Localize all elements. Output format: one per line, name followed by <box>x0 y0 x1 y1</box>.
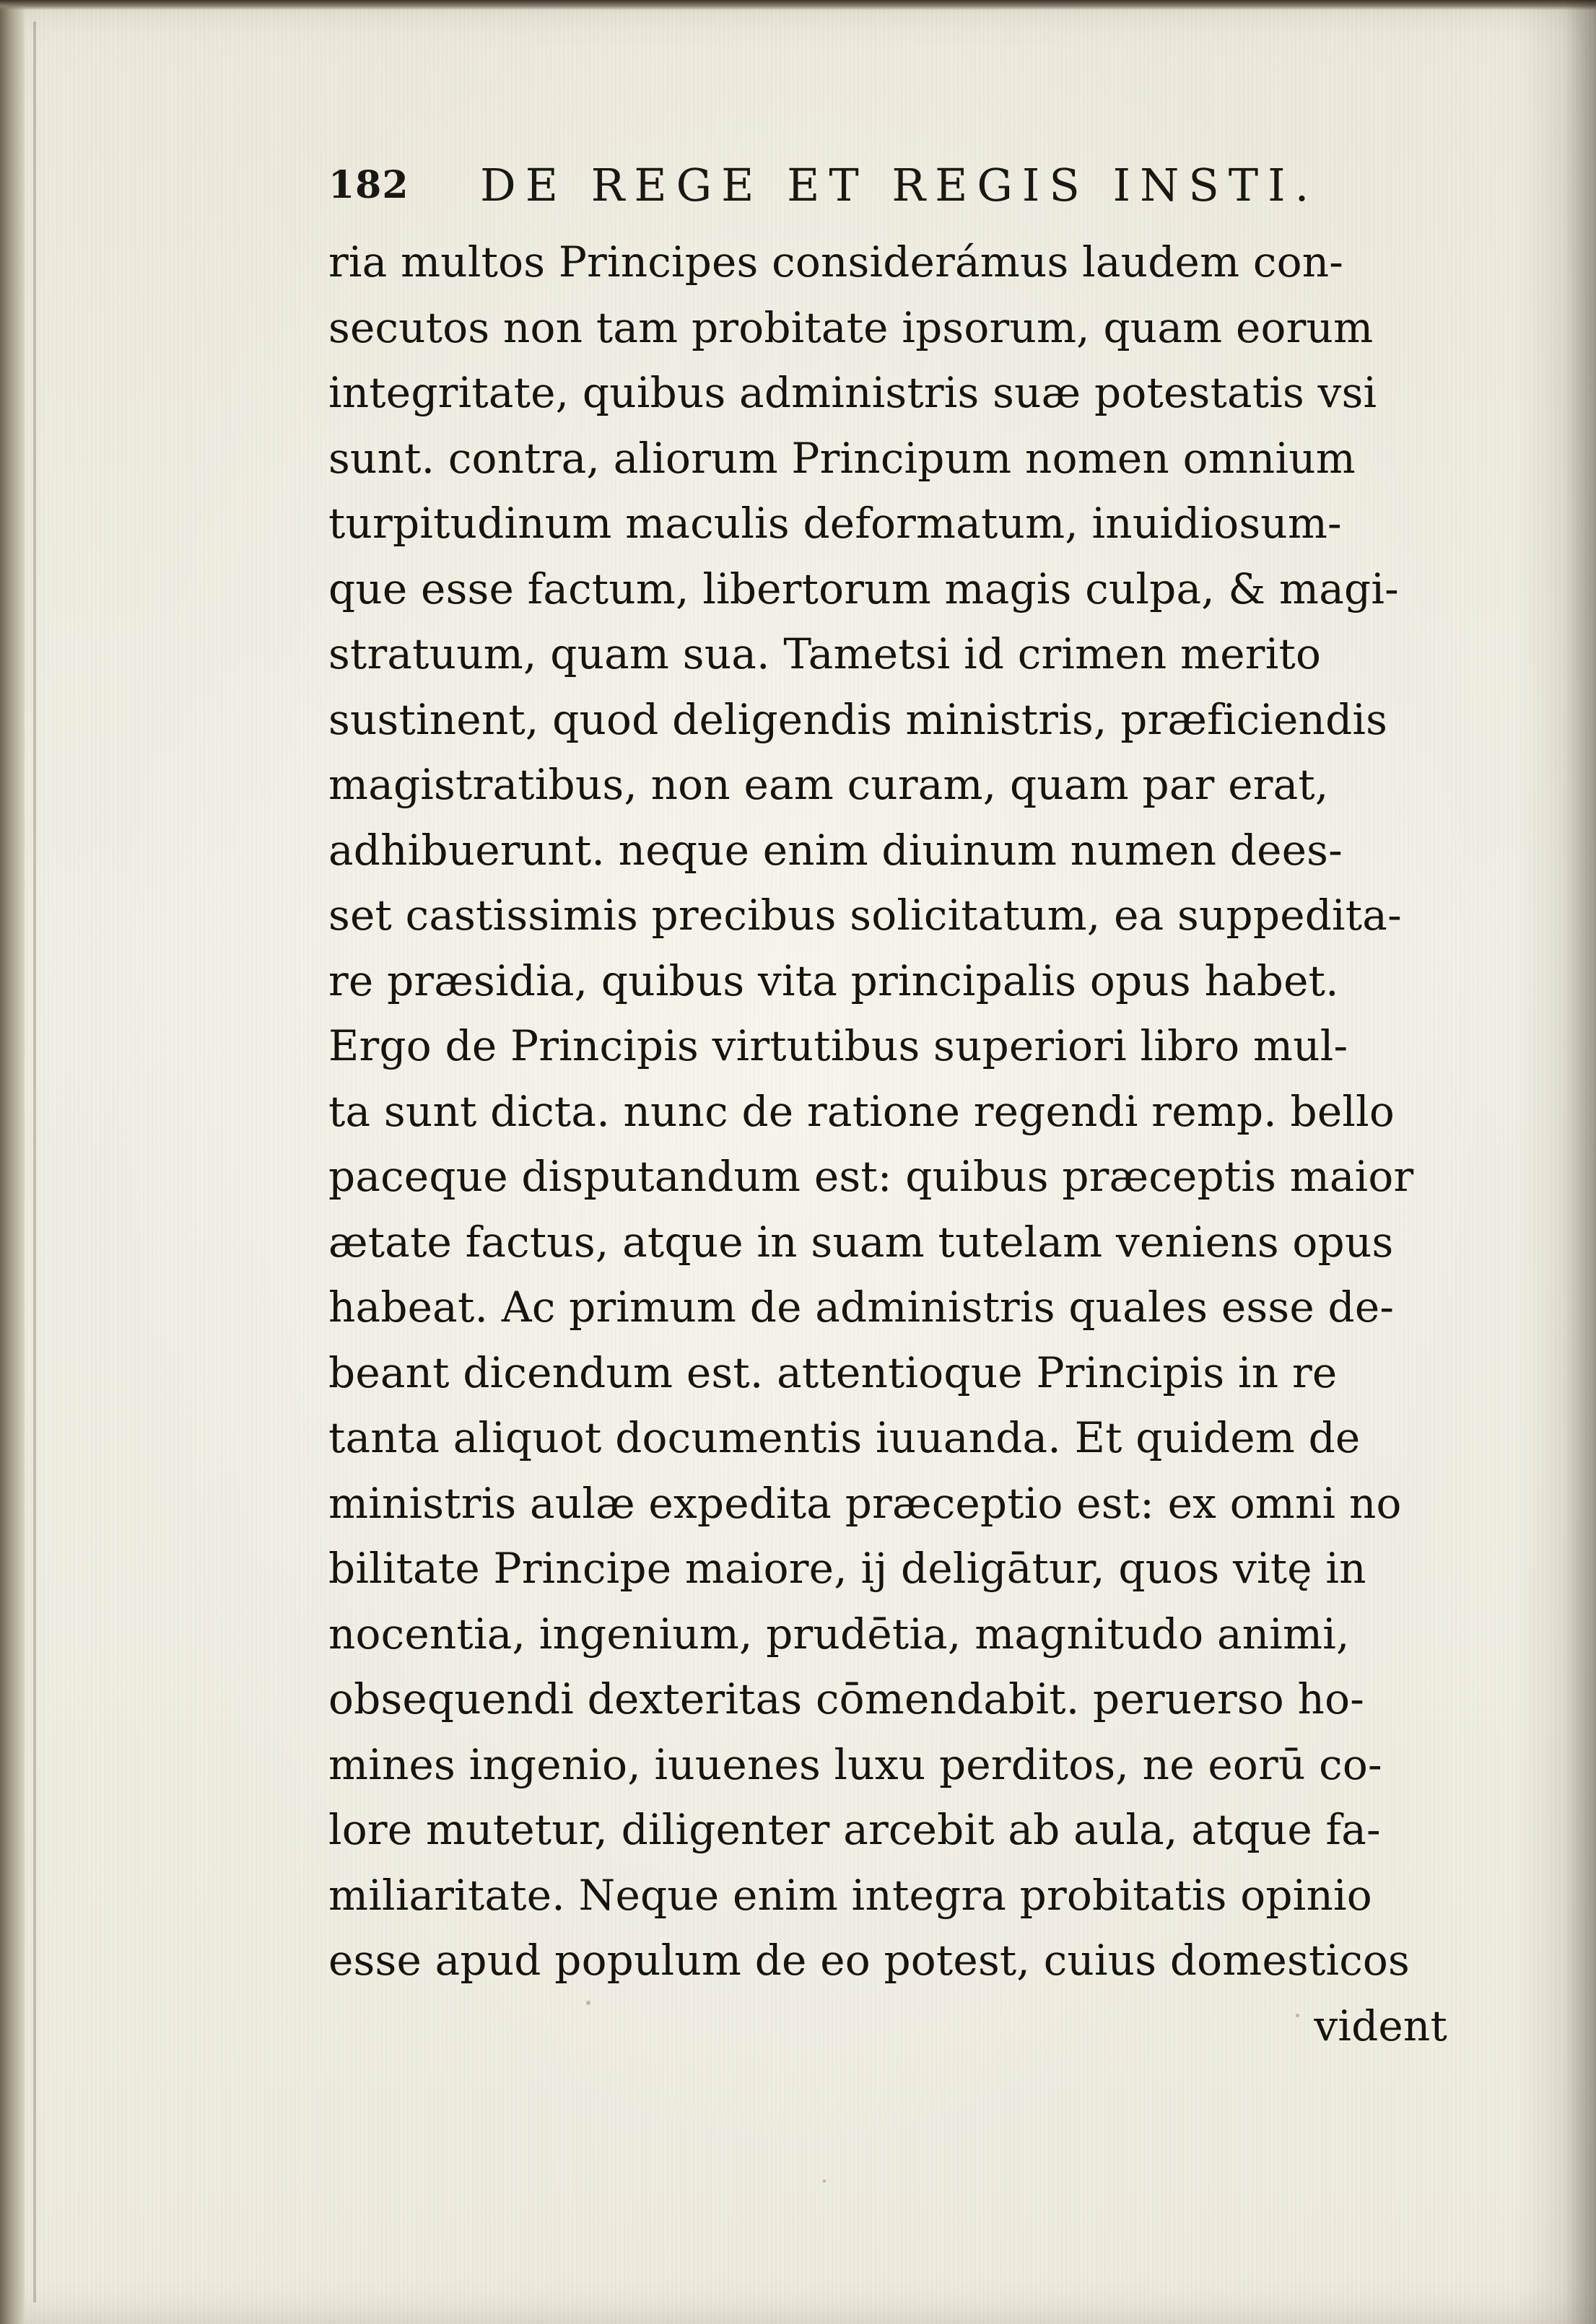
text-line: que esse factum, libertorum magis culpa, & magi- <box>328 564 1399 613</box>
text-line: set castissimis precibus solicitatum, ea suppedita- <box>328 891 1402 940</box>
paper-speck <box>1296 2014 1299 2017</box>
page-header <box>328 153 1319 218</box>
text-line: stratuum, quam sua. Tametsi id crimen merito <box>328 629 1322 678</box>
text-line: re præsidia, quibus vita principalis opus habet. <box>328 956 1339 1005</box>
text-line: habeat. Ac primum de administris quales esse de- <box>328 1283 1395 1332</box>
text-line: paceque disputandum est: quibus præceptis maior <box>328 1152 1414 1201</box>
text-line: secutos non tam probitate ipsorum, quam eorum <box>328 302 1374 352</box>
page-gutter-edge <box>0 0 25 2324</box>
text-line: bilitate Principe maiore, ij deligātur, quos vitę in <box>328 1544 1366 1593</box>
text-line: mines ingenio, iuuenes luxu perditos, ne eorū co- <box>328 1739 1382 1789</box>
text-line: ta sunt dicta. nunc de ratione regendi remp. bello <box>328 1086 1395 1136</box>
gutter-crease <box>33 22 36 2302</box>
text-line: ministris aulæ expedita præceptio est: ex omni no <box>328 1478 1402 1528</box>
text-line: sunt. contra, aliorum Principum nomen omnium <box>328 433 1356 483</box>
text-line: ætate factus, atque in suam tutelam veniens opus <box>328 1217 1394 1267</box>
text-line: turpitudinum maculis deformatum, inuidiosum- <box>328 499 1342 548</box>
text-line: Ergo de Principis virtutibus superiori libro mul- <box>328 1021 1348 1070</box>
text-line: lore mutetur, diligenter arcebit ab aula, atque fa- <box>328 1805 1381 1854</box>
body-text <box>328 230 1455 2058</box>
text-line: obsequendi dexteritas cōmendabit. peruerso ho- <box>328 1674 1364 1724</box>
text-line: adhibuerunt. neque enim diuinum numen dees- <box>328 825 1343 875</box>
running-head: DE REGE ET REGIS INSTI. <box>480 159 1319 211</box>
text-line: miliaritate. Neque enim integra probitatis opinio <box>328 1870 1372 1920</box>
text-line: beant dicendum est. attentioque Principis in re <box>328 1347 1338 1397</box>
text-line: nocentia, ingenium, prudētia, magnitudo animi, <box>328 1609 1350 1659</box>
paper-speck <box>823 2180 826 2183</box>
page-top-edge <box>0 0 1596 10</box>
text-line: magistratibus, non eam curam, quam par erat, <box>328 760 1329 809</box>
catchword: vident <box>1314 2001 1447 2050</box>
page-right-shadow <box>1517 0 1596 2324</box>
paper-speck <box>586 2001 590 2005</box>
text-line: esse apud populum de eo potest, cuius domesticos <box>328 1936 1410 1985</box>
page-number: 182 <box>328 163 409 207</box>
text-line: integritate, quibus administris suæ potestatis vsi <box>328 368 1377 417</box>
text-line: ria multos Principes considerámus laudem con- <box>328 237 1344 287</box>
text-line: sustinent, quod deligendis ministris, præficiendis <box>328 694 1388 744</box>
text-line: tanta aliquot documentis iuuanda. Et quidem de <box>328 1413 1361 1462</box>
